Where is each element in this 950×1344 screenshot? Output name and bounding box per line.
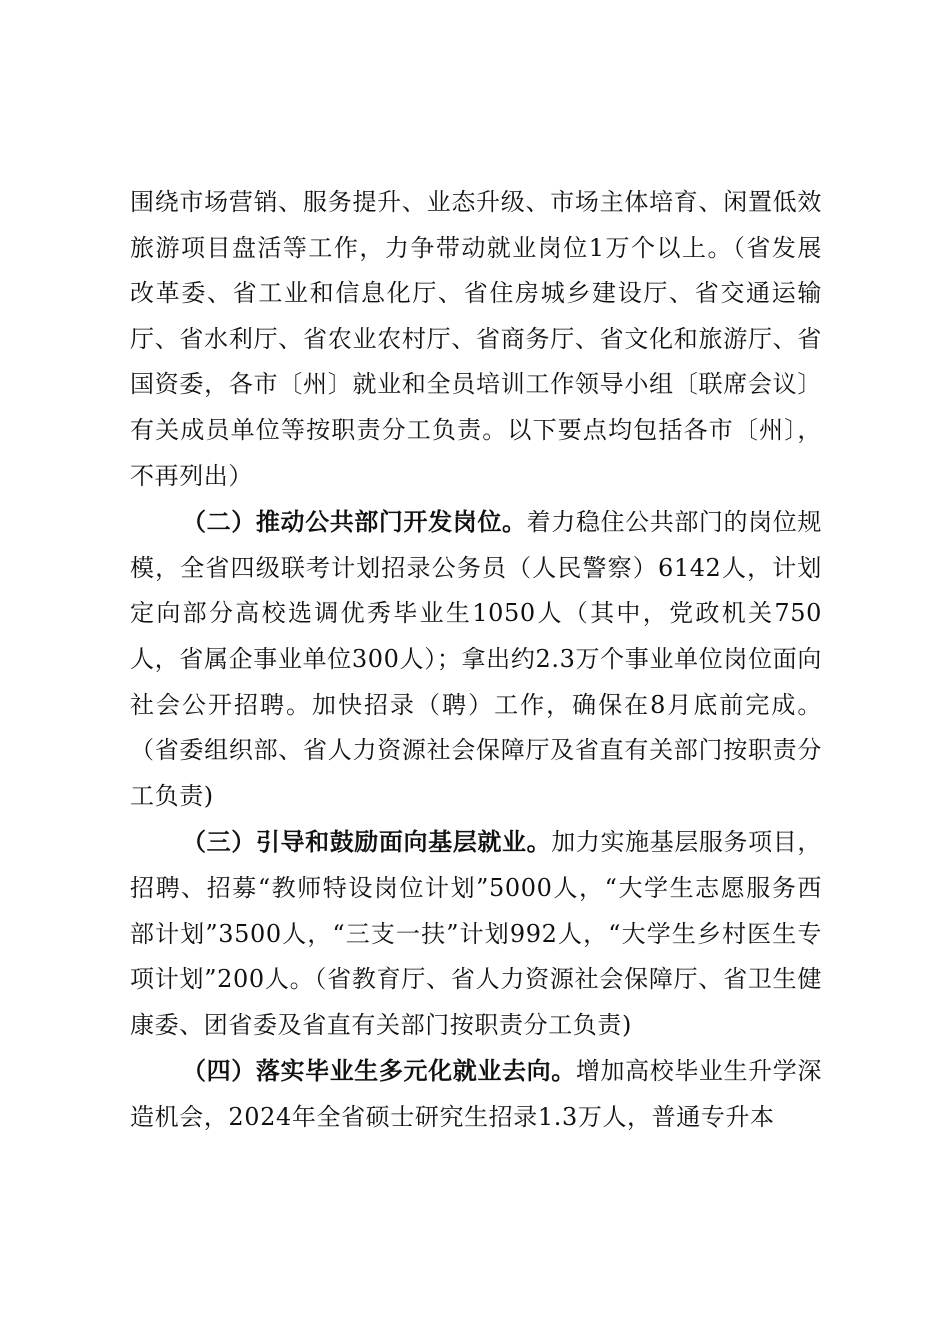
paragraph-heading: （三）引导和鼓励面向基层就业。 <box>182 827 552 857</box>
paragraph-grassroots-jobs <box>130 819 822 1048</box>
paragraph-body: 加力实施基层服务项目，招聘、招募“教师特设岗位计划”5000人，“大学生志愿服务西部计划”3500人，“三支一扶”计划992人，“大学生乡村医生专项计划”200人。（省教育厅、省人力资源社会保障厅、省卫生健康委、团省委及省直有关部门按职责分工负责) <box>130 828 822 1039</box>
paragraph-continuation <box>130 180 822 499</box>
document-body <box>130 180 822 1140</box>
paragraph-heading: （四）落实毕业生多元化就业去向。 <box>182 1056 576 1086</box>
paragraph-body: 增加高校毕业生升学深造机会，2024年全省硕士研究生招录1.3万人，普通专升本 <box>130 1057 822 1131</box>
paragraph-body: 围绕市场营销、服务提升、业态升级、市场主体培育、闲置低效旅游项目盘活等工作，力争带动就业岗位1万个以上。（省发展改革委、省工业和信息化厅、省住房城乡建设厅、省交通运输厅、省水利厅、省农业农村厅、省商务厅、省文化和旅游厅、省国资委，各市〔州〕就业和全员培训工作领导小组〔联席会议〕有关成员单位等按职责分工负责。以下要点均包括各市〔州〕，不再列出） <box>130 188 822 490</box>
paragraph-body: 着力稳住公共部门的岗位规模，全省四级联考计划招录公务员（人民警察）6142人，计划定向部分高校选调优秀毕业生1050人（其中，党政机关750人，省属企事业单位300人）；拿出约2.3万个事业单位岗位面向社会公开招聘。加快招录（聘）工作，确保在8月底前完成。（省委组织部、省人力资源社会保障厅及省直有关部门按职责分工负责) <box>130 508 822 810</box>
paragraph-diversified-employment <box>130 1048 822 1140</box>
paragraph-public-sector-jobs <box>130 499 822 819</box>
paragraph-heading: （二）推动公共部门开发岗位。 <box>182 507 527 537</box>
